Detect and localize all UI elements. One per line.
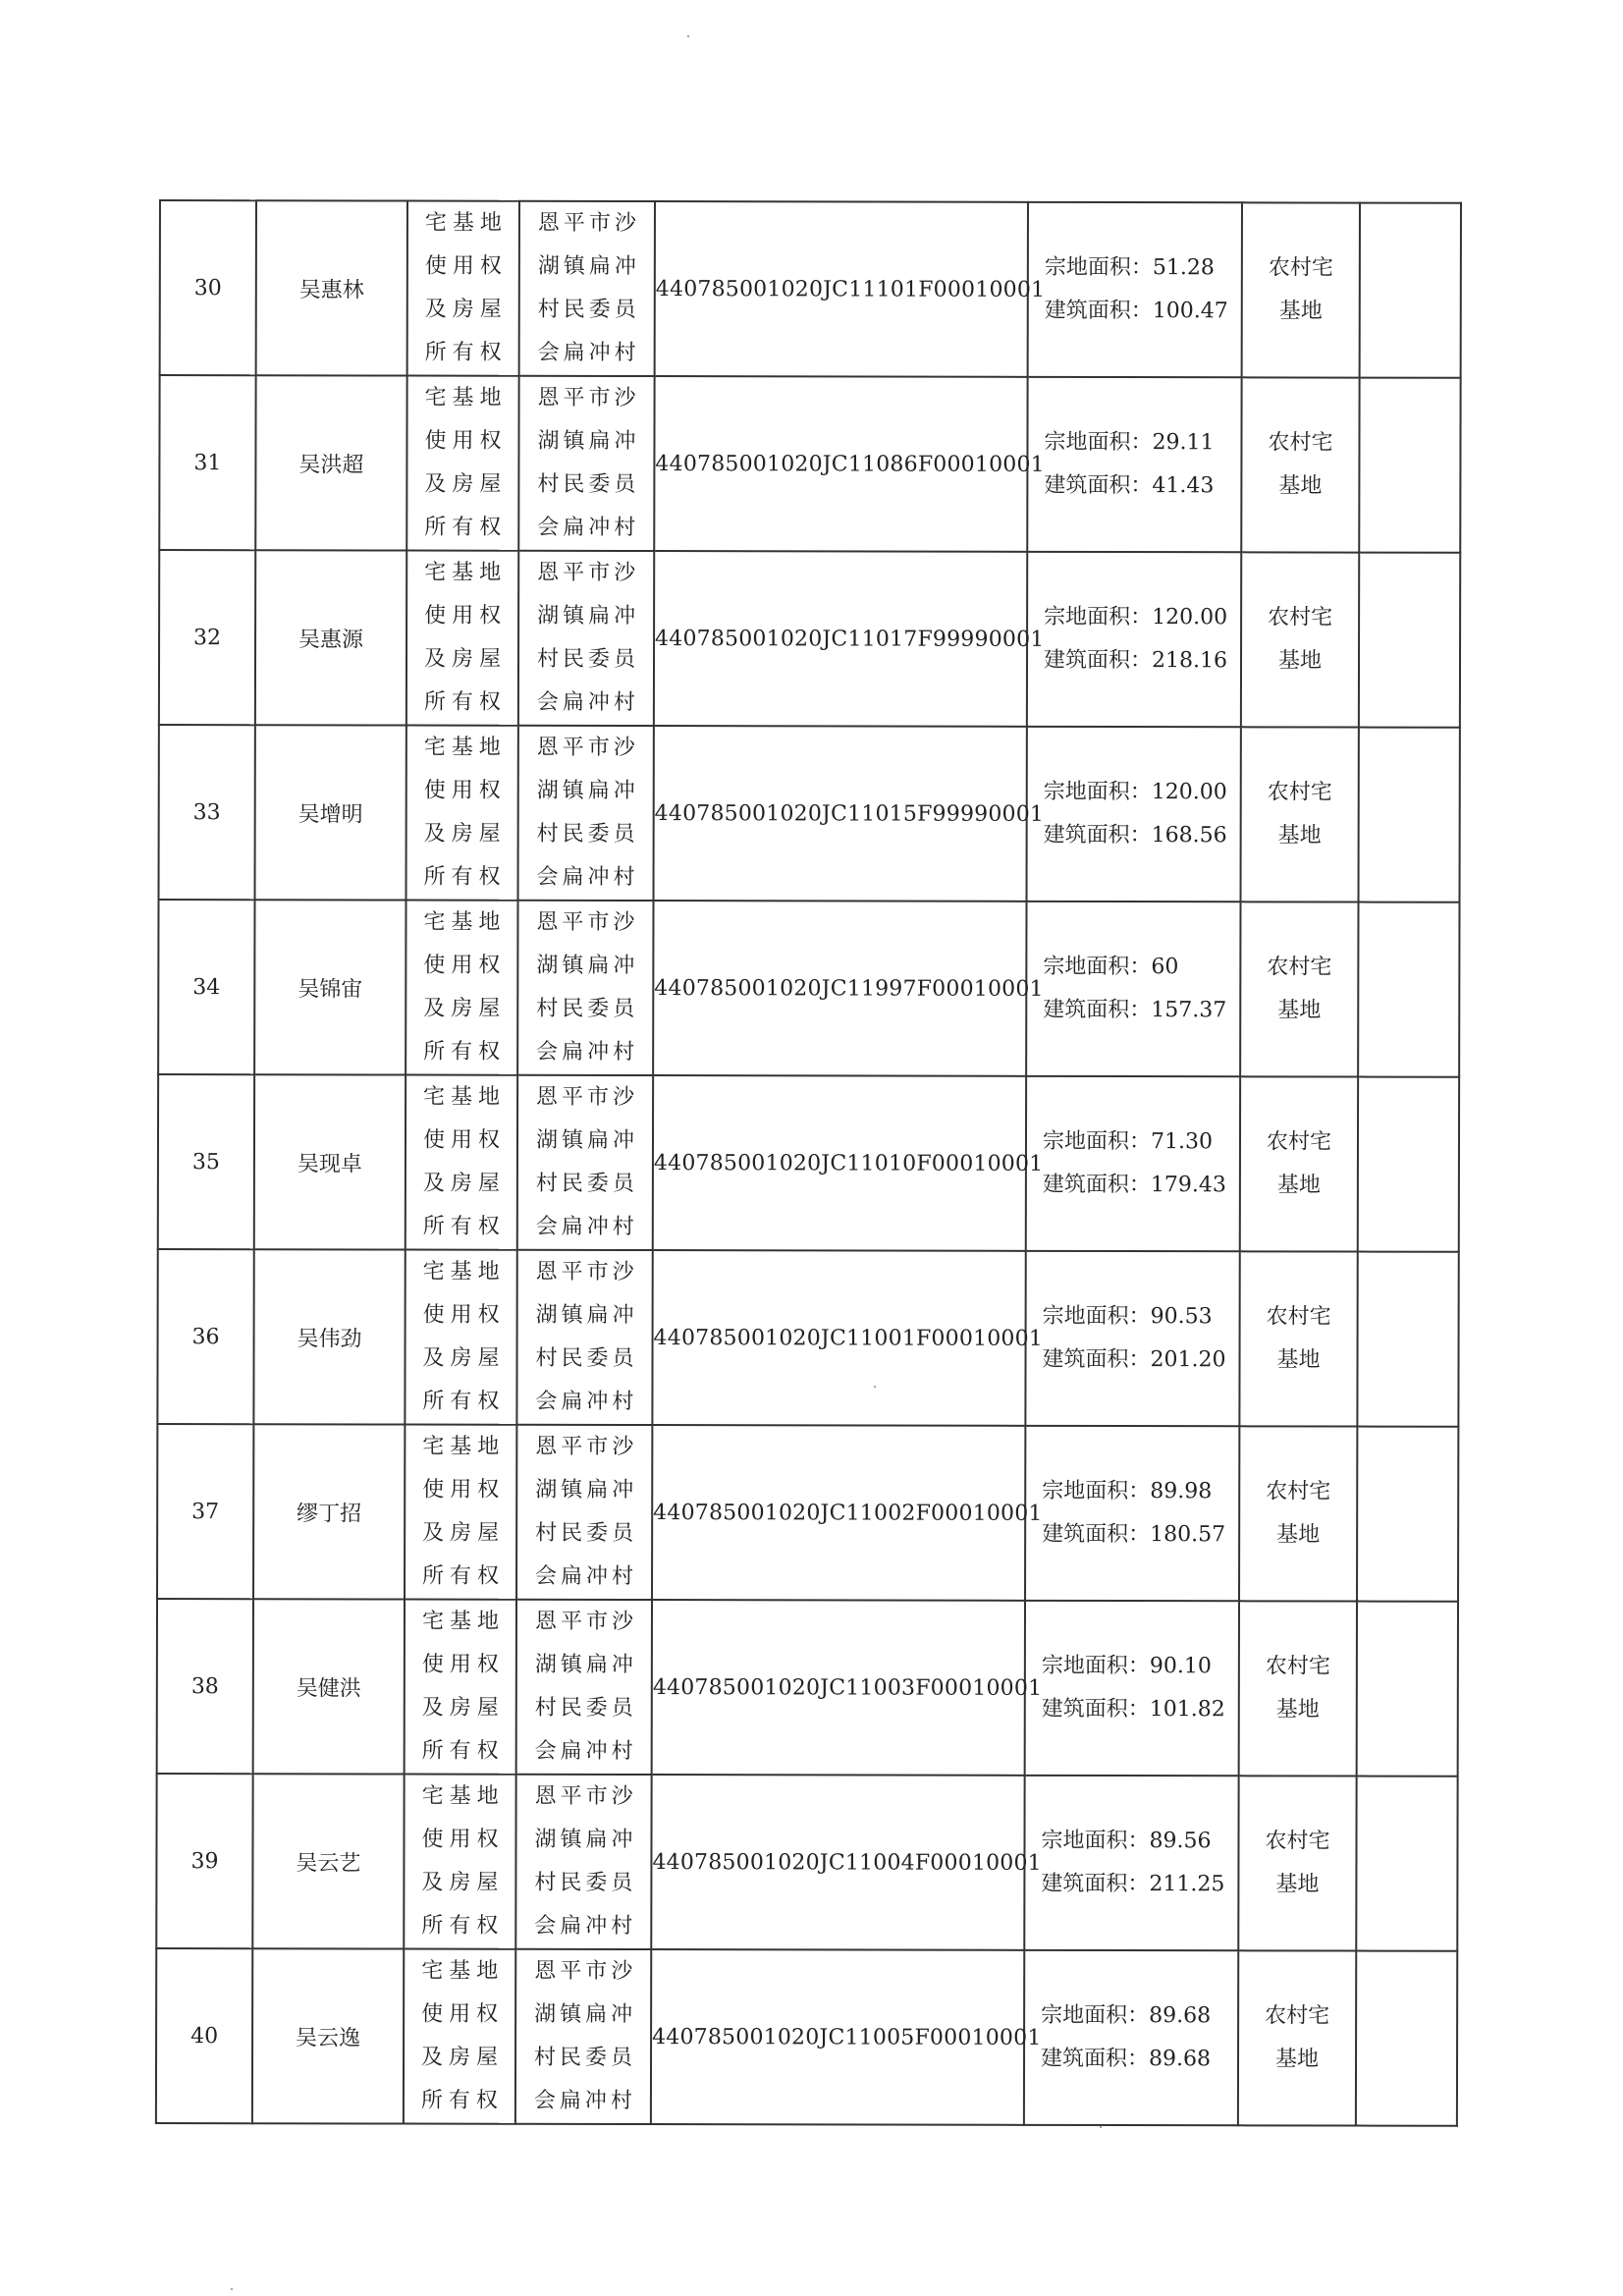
table-row [157, 1249, 1458, 1427]
owner-name-cell: 吴云逸 [252, 1948, 404, 2123]
location-line: 湖镇扁冲 [534, 1827, 637, 1853]
row-number-cell: 35 [158, 1074, 254, 1249]
land-area: 宗地面积：89.98 [1042, 1478, 1213, 1504]
land-use-line: 农村宅 [1266, 1479, 1331, 1504]
location-line: 湖镇扁冲 [536, 778, 639, 804]
right-type-line: 宅基地 [422, 1259, 506, 1285]
land-use-line: 基地 [1276, 1522, 1321, 1548]
right-type-cell [404, 1775, 515, 1949]
location-line: 恩平市沙 [536, 909, 639, 936]
land-area: 宗地面积：51.28 [1044, 254, 1215, 281]
right-type-line: 使用权 [423, 778, 507, 803]
land-use-line: 农村宅 [1265, 2003, 1330, 2029]
location-line: 村民委员 [536, 996, 639, 1022]
area-cell [1028, 202, 1242, 377]
owner-name-cell: 缪丁招 [253, 1424, 405, 1599]
location-line: 恩平市沙 [536, 1084, 639, 1111]
land-area: 宗地面积：89.56 [1041, 1828, 1212, 1854]
row-number-cell: 40 [156, 1948, 252, 2123]
land-use-line: 基地 [1278, 473, 1323, 499]
land-area: 宗地面积：29.11 [1044, 429, 1215, 456]
land-use-line: 基地 [1277, 998, 1322, 1023]
location-line: 恩平市沙 [534, 1609, 637, 1635]
land-use-cell [1239, 1601, 1357, 1776]
table-row [158, 1074, 1459, 1252]
right-type-line: 使用权 [422, 1127, 507, 1153]
location-line: 会扁冲村 [533, 2088, 636, 2114]
right-type-line: 所有权 [422, 1389, 506, 1414]
owner-name-cell: 吴洪超 [255, 375, 406, 550]
right-type-cell [406, 376, 518, 551]
scan-speck [231, 2288, 233, 2290]
right-type-line: 宅基地 [423, 909, 507, 935]
right-type-line: 宅基地 [421, 1958, 505, 1984]
location-line: 湖镇扁冲 [534, 2001, 637, 2028]
area-cell [1024, 1776, 1238, 1950]
parcel-code-cell: 440785001020JC11086F00010001 [654, 376, 1027, 552]
row-number-cell: 31 [159, 375, 255, 550]
table-row [156, 1948, 1457, 2126]
right-type-line: 所有权 [422, 1214, 506, 1239]
owner-name-cell: 吴伟劲 [253, 1249, 405, 1424]
land-use-cell [1240, 902, 1358, 1076]
location-cell [515, 1775, 651, 1949]
table-row [160, 200, 1461, 378]
land-use-line: 基地 [1276, 1347, 1321, 1373]
row-number-cell: 38 [157, 1599, 253, 1774]
building-area: 建筑面积：201.20 [1042, 1346, 1226, 1373]
right-type-line: 所有权 [423, 864, 507, 890]
land-use-line: 农村宅 [1266, 1304, 1331, 1330]
land-use-line: 农村宅 [1268, 605, 1333, 630]
table-row [157, 1424, 1458, 1602]
location-line: 恩平市沙 [537, 210, 640, 237]
location-cell [517, 901, 653, 1075]
right-type-line: 所有权 [423, 689, 507, 715]
row-number-cell: 34 [158, 900, 254, 1074]
parcel-code-cell: 440785001020JC11101F00010001 [655, 201, 1028, 377]
parcel-code-cell: 440785001020JC11003F00010001 [652, 1600, 1025, 1776]
area-cell [1025, 1601, 1239, 1776]
right-type-line: 使用权 [421, 2001, 505, 2027]
land-use-line: 农村宅 [1268, 255, 1333, 281]
table-row [157, 1599, 1458, 1777]
land-use-line: 农村宅 [1267, 780, 1332, 805]
right-type-cell [405, 1600, 516, 1775]
location-line: 会扁冲村 [537, 340, 640, 366]
location-line: 湖镇扁冲 [534, 1652, 637, 1678]
land-use-line: 基地 [1277, 648, 1323, 674]
location-line: 村民委员 [534, 1870, 637, 1896]
parcel-code-cell: 440785001020JC11002F00010001 [652, 1425, 1025, 1601]
area-cell [1024, 1950, 1238, 2125]
land-use-cell [1241, 727, 1359, 902]
right-type-line: 所有权 [424, 515, 508, 540]
table-row [159, 550, 1460, 728]
parcel-code-cell: 440785001020JC11001F00010001 [652, 1250, 1025, 1426]
location-line: 会扁冲村 [535, 1389, 638, 1415]
location-line: 会扁冲村 [536, 1039, 639, 1066]
land-area: 宗地面积：71.30 [1042, 1128, 1214, 1155]
table-row [158, 900, 1459, 1077]
right-type-line: 所有权 [422, 1563, 506, 1589]
location-line: 恩平市沙 [537, 385, 640, 411]
owner-name-cell: 吴惠林 [256, 200, 407, 375]
right-type-cell [404, 1949, 515, 2124]
right-type-line: 宅基地 [424, 385, 508, 410]
owner-name-cell: 吴惠源 [255, 550, 406, 725]
building-area: 建筑面积：101.82 [1041, 1696, 1225, 1722]
right-type-line: 所有权 [423, 1039, 507, 1065]
land-use-line: 农村宅 [1266, 1129, 1332, 1155]
right-type-line: 宅基地 [421, 1609, 505, 1634]
location-line: 湖镇扁冲 [535, 1127, 639, 1154]
building-area: 建筑面积：89.68 [1041, 2046, 1212, 2072]
right-type-line: 所有权 [421, 1738, 505, 1764]
building-area: 建筑面积：218.16 [1043, 647, 1228, 674]
remarks-cell [1356, 1777, 1457, 1951]
right-type-line: 所有权 [420, 2088, 504, 2113]
location-line: 湖镇扁冲 [537, 428, 640, 455]
row-number-cell: 37 [157, 1424, 253, 1599]
building-area: 建筑面积：100.47 [1044, 298, 1228, 324]
right-type-line: 宅基地 [424, 560, 508, 585]
land-use-line: 基地 [1274, 2047, 1320, 2072]
area-cell [1025, 1426, 1239, 1601]
owner-name-cell: 吴现卓 [254, 1074, 406, 1249]
scan-speck [687, 35, 689, 37]
remarks-cell [1356, 1951, 1457, 2126]
parcel-code-cell: 440785001020JC11010F00010001 [653, 1075, 1026, 1251]
location-line: 会扁冲村 [536, 689, 639, 716]
land-use-cell [1239, 1426, 1357, 1601]
remarks-cell [1357, 1427, 1458, 1602]
parcel-code-cell: 440785001020JC11997F00010001 [653, 901, 1026, 1076]
building-area: 建筑面积：211.25 [1041, 1871, 1225, 1897]
parcel-code-cell: 440785001020JC11004F00010001 [651, 1775, 1024, 1950]
location-line: 会扁冲村 [535, 1563, 638, 1590]
location-line: 村民委员 [536, 646, 640, 673]
right-type-line: 及房屋 [420, 2045, 505, 2070]
row-number-cell: 33 [159, 725, 255, 900]
location-cell [518, 726, 654, 901]
right-type-line: 宅基地 [423, 1084, 507, 1110]
area-cell [1026, 1076, 1240, 1251]
land-area: 宗地面积：89.68 [1041, 2002, 1212, 2029]
building-area: 建筑面积：179.43 [1042, 1172, 1226, 1198]
location-line: 村民委员 [537, 297, 640, 323]
right-type-cell [405, 1250, 516, 1425]
row-number-cell: 32 [159, 550, 255, 725]
right-type-line: 及房屋 [423, 646, 508, 672]
land-area: 宗地面积：120.00 [1043, 779, 1227, 805]
location-cell [519, 201, 655, 376]
land-use-cell [1239, 1251, 1357, 1426]
table-row [159, 725, 1460, 902]
remarks-cell [1358, 1077, 1459, 1252]
land-use-line: 基地 [1275, 1872, 1320, 1897]
location-line: 恩平市沙 [535, 1259, 638, 1285]
location-line: 村民委员 [533, 2045, 637, 2071]
right-type-line: 使用权 [422, 1477, 506, 1503]
building-area: 建筑面积：41.43 [1044, 472, 1215, 499]
location-line: 村民委员 [535, 1345, 638, 1372]
right-type-cell [405, 1425, 516, 1600]
right-type-line: 所有权 [424, 340, 508, 365]
location-cell [516, 1425, 652, 1600]
remarks-cell [1359, 553, 1460, 728]
land-use-cell [1238, 1776, 1356, 1950]
land-use-line: 基地 [1278, 299, 1323, 324]
right-type-line: 及房屋 [422, 1345, 506, 1371]
owner-name-cell: 吴健洪 [253, 1599, 405, 1774]
remarks-cell [1357, 1252, 1458, 1427]
land-use-line: 基地 [1277, 823, 1322, 848]
owner-name-cell: 吴云艺 [252, 1774, 404, 1948]
row-number-cell: 39 [156, 1774, 252, 1948]
right-type-line: 及房屋 [423, 996, 507, 1021]
land-use-cell [1240, 1076, 1358, 1251]
location-line: 村民委员 [537, 471, 640, 498]
row-number-cell: 30 [160, 200, 256, 375]
right-type-cell [406, 551, 518, 726]
land-area: 宗地面积：90.10 [1041, 1653, 1212, 1679]
land-use-line: 农村宅 [1268, 430, 1333, 456]
building-area: 建筑面积：180.57 [1042, 1521, 1226, 1548]
location-line: 村民委员 [534, 1695, 637, 1722]
land-use-line: 农村宅 [1267, 955, 1332, 980]
right-type-line: 及房屋 [422, 1171, 506, 1196]
location-line: 恩平市沙 [535, 1434, 638, 1460]
location-cell [516, 1600, 652, 1775]
location-line: 恩平市沙 [534, 1958, 637, 1985]
area-cell [1026, 902, 1240, 1076]
location-cell [515, 1949, 651, 2124]
table-row [156, 1774, 1457, 1951]
right-type-line: 及房屋 [421, 1695, 505, 1721]
location-line: 村民委员 [535, 1171, 638, 1197]
scan-speck [874, 1386, 876, 1388]
parcel-code-cell: 440785001020JC11005F00010001 [651, 1949, 1024, 2125]
location-line: 恩平市沙 [534, 1783, 637, 1810]
building-area: 建筑面积：168.56 [1043, 822, 1227, 848]
remarks-cell [1357, 1602, 1458, 1777]
location-cell [517, 1075, 653, 1250]
right-type-line: 及房屋 [423, 821, 507, 847]
building-area: 建筑面积：157.37 [1043, 997, 1227, 1023]
location-line: 会扁冲村 [537, 515, 640, 541]
location-cell [518, 376, 654, 551]
location-line: 会扁冲村 [536, 864, 639, 891]
location-line: 恩平市沙 [536, 735, 639, 761]
scan-speck [1100, 2126, 1102, 2128]
right-type-cell [406, 901, 517, 1075]
area-cell [1027, 552, 1241, 727]
land-use-cell [1238, 1950, 1356, 2125]
right-type-line: 及房屋 [424, 297, 508, 322]
right-type-line: 使用权 [421, 1827, 505, 1852]
right-type-cell [406, 726, 518, 901]
parcel-code-cell: 440785001020JC11017F99990001 [654, 551, 1027, 727]
land-area: 宗地面积：60 [1043, 954, 1179, 980]
area-cell [1027, 727, 1241, 902]
location-line: 村民委员 [535, 1520, 638, 1547]
right-type-line: 所有权 [421, 1913, 505, 1939]
location-cell [516, 1250, 652, 1425]
right-type-cell [406, 1075, 517, 1250]
row-number-cell: 36 [157, 1249, 253, 1424]
right-type-line: 宅基地 [421, 1783, 505, 1809]
right-type-line: 使用权 [424, 253, 508, 279]
remarks-cell [1359, 728, 1460, 902]
land-use-line: 农村宅 [1265, 1654, 1330, 1679]
property-register-table [155, 199, 1462, 2127]
location-cell [518, 551, 654, 726]
location-line: 湖镇扁冲 [535, 1477, 638, 1503]
owner-name-cell: 吴增明 [255, 725, 406, 900]
right-type-line: 使用权 [421, 1652, 505, 1677]
area-cell [1027, 377, 1241, 552]
right-type-line: 使用权 [422, 1302, 506, 1328]
location-line: 湖镇扁冲 [537, 253, 640, 280]
right-type-line: 使用权 [423, 953, 507, 978]
remarks-cell [1359, 378, 1460, 553]
right-type-line: 及房屋 [424, 471, 508, 497]
remarks-cell [1360, 203, 1461, 378]
area-cell [1025, 1251, 1239, 1426]
parcel-code-cell: 440785001020JC11015F99990001 [654, 726, 1027, 902]
right-type-line: 宅基地 [423, 735, 507, 760]
remarks-cell [1358, 902, 1459, 1077]
owner-name-cell: 吴锦宙 [254, 900, 406, 1074]
location-line: 湖镇扁冲 [535, 1302, 638, 1329]
right-type-line: 使用权 [424, 603, 508, 629]
land-use-cell [1242, 202, 1360, 377]
location-line: 会扁冲村 [535, 1214, 638, 1240]
right-type-line: 宅基地 [422, 1434, 506, 1459]
right-type-line: 及房屋 [422, 1520, 506, 1546]
location-line: 会扁冲村 [534, 1913, 637, 1940]
land-area: 宗地面积：90.53 [1042, 1303, 1213, 1330]
location-line: 村民委员 [536, 821, 639, 847]
location-line: 会扁冲村 [534, 1738, 637, 1765]
right-type-line: 使用权 [424, 428, 508, 454]
land-use-line: 基地 [1276, 1173, 1321, 1198]
land-use-cell [1241, 377, 1359, 552]
land-use-cell [1241, 552, 1359, 727]
table-body [156, 200, 1461, 2126]
location-line: 湖镇扁冲 [536, 953, 639, 979]
land-area: 宗地面积：120.00 [1044, 604, 1228, 630]
location-line: 湖镇扁冲 [537, 603, 640, 629]
right-type-cell [407, 201, 519, 376]
table-row [159, 375, 1460, 553]
right-type-line: 及房屋 [421, 1870, 505, 1895]
land-use-line: 农村宅 [1265, 1829, 1330, 1854]
location-line: 恩平市沙 [537, 560, 640, 586]
right-type-line: 宅基地 [424, 210, 508, 236]
land-use-line: 基地 [1275, 1697, 1320, 1722]
